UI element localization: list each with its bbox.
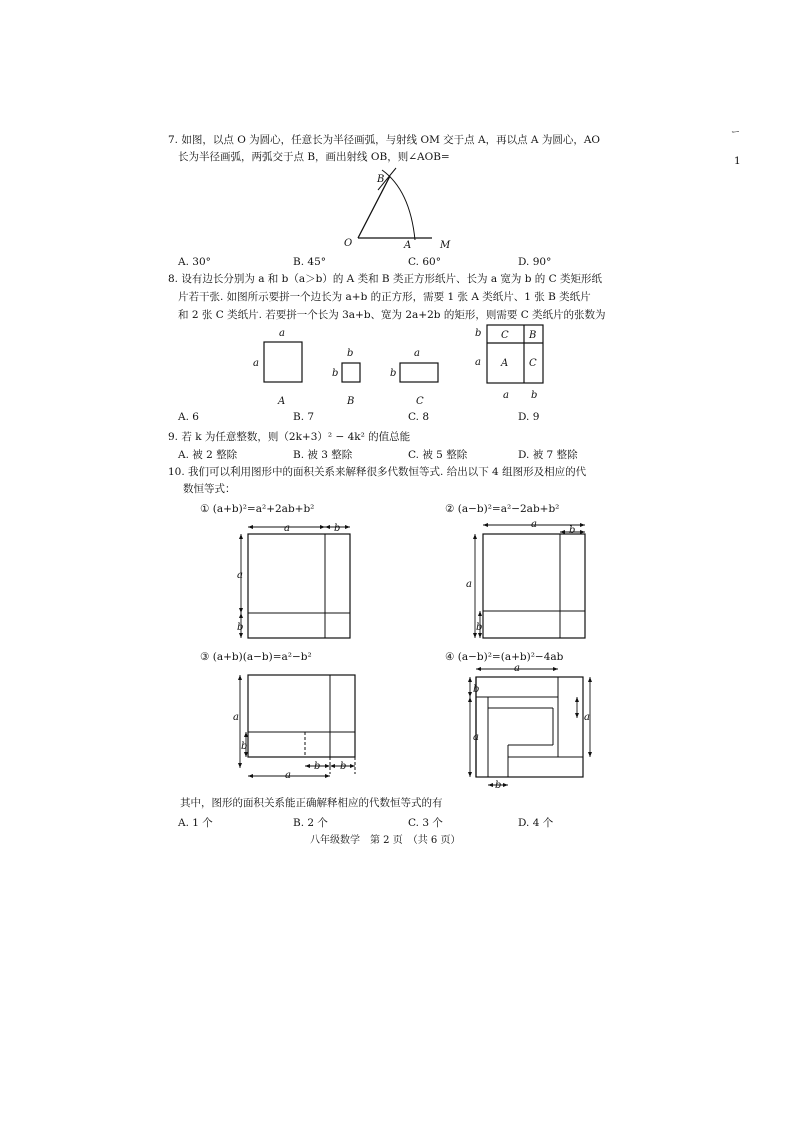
q8-combined-B: B	[529, 330, 537, 341]
q10-f1-top-a: a	[284, 523, 290, 534]
q8-option-b: B. 7	[293, 411, 315, 423]
q10-formula-2: ② (a−b)²=a²−2ab+b²	[445, 503, 560, 515]
q7-option-a: A. 30°	[178, 256, 211, 268]
q10-f1-left-b: b	[237, 622, 244, 633]
q10-f4-right-a: a	[584, 712, 590, 723]
q10-figure-1	[230, 520, 360, 645]
q8-line2: 片若干张. 如图所示要拼一个边长为 a+b 的正方形，需要 1 张 A 类纸片、1 张 B 类纸片	[178, 291, 591, 303]
q10-f1-top-b: b	[334, 523, 341, 534]
q8-C-name: C	[416, 396, 424, 407]
q8-combined-b-left: b	[475, 328, 482, 339]
q8-option-c: C. 8	[408, 411, 430, 423]
q8-line3: 和 2 张 C 类纸片. 若要拼一个长为 3a+b、宽为 2a+2b 的矩形，则需要 C 类纸片的张数为	[178, 309, 606, 321]
page-footer: 八年级数学 第 2 页 （共 6 页）	[310, 835, 461, 846]
q10-formula-4: ④ (a−b)²=(a+b)²−4ab	[445, 651, 564, 663]
q8-square-A	[264, 342, 302, 382]
q10-f4-left-b: b	[473, 684, 480, 695]
q10-formula-3: ③ (a+b)(a−b)=a²−b²	[200, 651, 312, 663]
q10-line2: 数恒等式：	[183, 483, 236, 495]
q8-line1: 8. 设有边长分别为 a 和 b（a＞b）的 A 类和 B 类正方形纸片、长为 a 宽为 b 的 C 类矩形纸	[168, 273, 603, 285]
q7-label-M: M	[440, 240, 451, 251]
q8-square-B	[342, 363, 360, 382]
q7-label-B: B	[377, 174, 385, 185]
q10-f3-bottom-b2: b	[340, 761, 347, 772]
margin-mark-2: 1	[734, 155, 741, 167]
q8-combined-A: A	[501, 358, 509, 369]
q10-f3-left-a: a	[233, 712, 239, 723]
q9-option-a: A. 被 2 整除	[178, 449, 238, 461]
q10-f4-top-a: a	[514, 663, 520, 674]
q8-combined-a-bottom: a	[503, 390, 509, 401]
q7-option-c: C. 60°	[408, 256, 441, 268]
q10-figure-2	[465, 517, 595, 645]
q8-A-name: A	[278, 396, 286, 407]
q8-B-side-label: b	[332, 368, 339, 379]
q10-f1-left-a: a	[237, 570, 243, 581]
q9-line1: 9. 若 k 为任意整数，则（2k+3）² − 4k² 的值总能	[168, 431, 411, 443]
q8-figure	[250, 322, 550, 412]
q8-option-d: D. 9	[518, 411, 540, 423]
q10-question: 其中，图形的面积关系能正确解释相应的代数恒等式的有	[180, 797, 443, 809]
q10-f2-top-b: b	[569, 525, 576, 536]
q8-B-name: B	[347, 396, 355, 407]
q8-option-a: A. 6	[178, 411, 199, 423]
q10-f4-left-a: a	[473, 732, 479, 743]
q10-formula-1: ① (a+b)²=a²+2ab+b²	[200, 503, 315, 515]
q8-C-top-label: a	[414, 348, 420, 359]
q10-option-a: A. 1 个	[178, 817, 213, 829]
q10-f2-top-a: a	[531, 519, 537, 530]
q8-B-top-label: b	[347, 348, 354, 359]
q10-figure-4	[458, 660, 598, 790]
q10-f2-left-a: a	[466, 579, 472, 590]
q8-C-side-label: b	[390, 368, 397, 379]
q9-option-c: C. 被 5 整除	[408, 449, 468, 461]
q10-option-d: D. 4 个	[518, 817, 554, 829]
q7-label-A: A	[404, 240, 412, 251]
q10-f4-bottom-b: b	[495, 780, 502, 791]
q7-line1: 7. 如图，以点 O 为圆心，任意长为半径画弧，与射线 OM 交于点 A，再以点 A 为圆心，AO	[168, 134, 601, 146]
q10-f3-left-b: b	[241, 741, 248, 752]
q10-f3-bottom-a: a	[285, 770, 291, 781]
q10-f2-left-b: b	[476, 622, 483, 633]
q10-option-b: B. 2 个	[293, 817, 328, 829]
q7-option-d: D. 90°	[518, 256, 552, 268]
margin-mark-1: ー	[731, 128, 741, 138]
q7-option-b: B. 45°	[293, 256, 327, 268]
q10-figure-3	[230, 668, 365, 786]
q8-combined-C-top: C	[501, 330, 509, 341]
q7-label-O: O	[344, 238, 353, 249]
q8-combined-b-bottom: b	[531, 390, 538, 401]
q9-option-b: B. 被 3 整除	[293, 449, 353, 461]
q8-rect-C	[400, 363, 438, 382]
q8-combined-C-right: C	[529, 358, 537, 369]
q10-option-c: C. 3 个	[408, 817, 443, 829]
q7-line2: 长为半径画弧，两弧交于点 B，画出射线 OB，则∠AOB=	[178, 151, 450, 163]
q7-figure	[340, 168, 450, 252]
q10-line1: 10. 我们可以利用图形中的面积关系来解释很多代数恒等式. 给出以下 4 组图形及相应的代	[168, 466, 587, 478]
q8-combined-a-left: a	[475, 357, 481, 368]
q8-A-side-label: a	[253, 358, 259, 369]
q8-A-top-label: a	[279, 328, 285, 339]
q10-f3-bottom-b1: b	[314, 761, 321, 772]
q9-option-d: D. 被 7 整除	[518, 449, 578, 461]
